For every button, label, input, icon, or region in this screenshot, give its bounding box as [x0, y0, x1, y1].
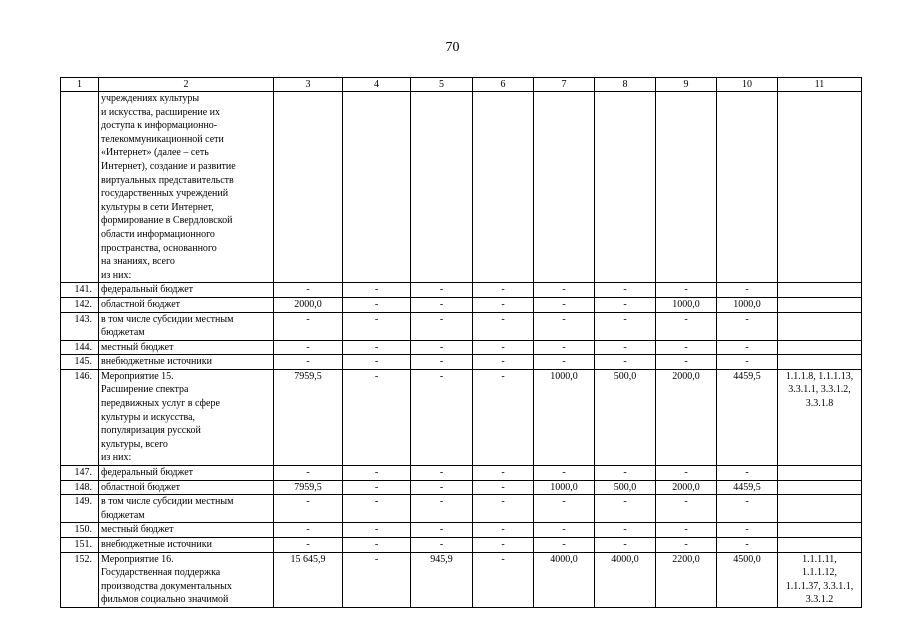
value-cell-c3: - [274, 523, 343, 538]
table-row [61, 480, 862, 495]
value-cell-c7: - [534, 355, 595, 370]
value-cell-c10: - [717, 495, 778, 523]
value-cell-c8: - [595, 283, 656, 298]
value-cell-c4: - [343, 369, 411, 465]
target-refs-cell [778, 495, 862, 523]
table-row [61, 355, 862, 370]
value-cell-c5: - [411, 369, 473, 465]
value-cell-c9: - [656, 312, 717, 340]
value-cell-c6: - [473, 466, 534, 481]
row-name-cell: учреждениях культуры и искусства, расширение их доступа к информационно- телекоммуникационной сети «Интернет» (далее – сеть Интернет), создание и развитие виртуальных представительств государственных учреждений культуры в сети Интернет, формирование в Свердловской области информационного пространства, основанного на знаниях, всего из них: [99, 92, 274, 283]
table-row [61, 523, 862, 538]
row-number-cell: 145. [61, 355, 99, 370]
row-name-cell: внебюджетные источники [99, 355, 274, 370]
table-row [61, 538, 862, 553]
value-cell-c7: - [534, 340, 595, 355]
row-number-cell: 147. [61, 466, 99, 481]
value-cell-c6: - [473, 340, 534, 355]
value-cell-c9: - [656, 495, 717, 523]
value-cell-c7: - [534, 297, 595, 312]
value-cell-c7: - [534, 466, 595, 481]
row-number-cell: 143. [61, 312, 99, 340]
value-cell-c6: - [473, 523, 534, 538]
value-cell-c8: - [595, 297, 656, 312]
row-number-cell: 149. [61, 495, 99, 523]
value-cell-c7: 1000,0 [534, 369, 595, 465]
target-refs-cell [778, 312, 862, 340]
value-cell-c7: - [534, 495, 595, 523]
value-cell-c8: 500,0 [595, 369, 656, 465]
target-refs-cell [778, 538, 862, 553]
budget-table [60, 77, 862, 608]
table-row [61, 283, 862, 298]
column-header: 3 [274, 78, 343, 92]
value-cell-c4: - [343, 312, 411, 340]
column-header: 1 [61, 78, 99, 92]
value-cell-c5: - [411, 538, 473, 553]
value-cell-c5: - [411, 340, 473, 355]
value-cell-c8: - [595, 523, 656, 538]
value-cell-c5: 945,9 [411, 552, 473, 607]
value-cell-c8: 500,0 [595, 480, 656, 495]
value-cell-c9: 2000,0 [656, 480, 717, 495]
row-name-cell: внебюджетные источники [99, 538, 274, 553]
target-refs-cell [778, 523, 862, 538]
table-row [61, 466, 862, 481]
value-cell-c3: - [274, 283, 343, 298]
value-cell-c3: - [274, 312, 343, 340]
column-header: 9 [656, 78, 717, 92]
value-cell-c10: - [717, 466, 778, 481]
value-cell-c7: - [534, 312, 595, 340]
value-cell-c4: - [343, 552, 411, 607]
column-header: 4 [343, 78, 411, 92]
row-name-cell: Мероприятие 15. Расширение спектра передвижных услуг в сфере культуры и искусства, популяризация русской культуры, всего из них: [99, 369, 274, 465]
value-cell-c3: - [274, 355, 343, 370]
value-cell-c7: 4000,0 [534, 552, 595, 607]
column-header: 8 [595, 78, 656, 92]
row-name-cell: в том числе субсидии местным бюджетам [99, 495, 274, 523]
table-row [61, 297, 862, 312]
value-cell-c6: - [473, 495, 534, 523]
value-cell-c9: - [656, 283, 717, 298]
row-name-cell: местный бюджет [99, 523, 274, 538]
value-cell-c6: - [473, 312, 534, 340]
value-cell-c3: 2000,0 [274, 297, 343, 312]
value-cell-c6: - [473, 283, 534, 298]
value-cell-c10: 1000,0 [717, 297, 778, 312]
value-cell-c5: - [411, 297, 473, 312]
value-cell-c4: - [343, 495, 411, 523]
value-cell-c4: - [343, 480, 411, 495]
value-cell-c6: - [473, 480, 534, 495]
value-cell-c10: - [717, 355, 778, 370]
value-cell-c8: - [595, 495, 656, 523]
value-cell-c10: 4500,0 [717, 552, 778, 607]
row-number-cell: 150. [61, 523, 99, 538]
value-cell-c10: - [717, 340, 778, 355]
column-header: 10 [717, 78, 778, 92]
row-number-cell: 148. [61, 480, 99, 495]
row-number-cell: 142. [61, 297, 99, 312]
value-cell-c10: 4459,5 [717, 369, 778, 465]
value-cell-c5: - [411, 283, 473, 298]
value-cell-c7: 1000,0 [534, 480, 595, 495]
value-cell-c6 [473, 92, 534, 283]
value-cell-c3: 7959,5 [274, 480, 343, 495]
value-cell-c3 [274, 92, 343, 283]
value-cell-c7 [534, 92, 595, 283]
value-cell-c10: - [717, 523, 778, 538]
value-cell-c9: - [656, 538, 717, 553]
table-row [61, 552, 862, 607]
value-cell-c9: - [656, 355, 717, 370]
value-cell-c10: - [717, 312, 778, 340]
value-cell-c5: - [411, 355, 473, 370]
target-refs-cell [778, 340, 862, 355]
value-cell-c6: - [473, 355, 534, 370]
page-number: 70 [445, 40, 460, 55]
value-cell-c8 [595, 92, 656, 283]
value-cell-c5: - [411, 480, 473, 495]
value-cell-c10: - [717, 538, 778, 553]
value-cell-c8: - [595, 355, 656, 370]
column-header: 7 [534, 78, 595, 92]
column-header: 6 [473, 78, 534, 92]
row-name-cell: Мероприятие 16. Государственная поддержка производства документальных фильмов социально значимой [99, 552, 274, 607]
row-name-cell: областной бюджет [99, 480, 274, 495]
row-number-cell: 151. [61, 538, 99, 553]
value-cell-c9: 1000,0 [656, 297, 717, 312]
value-cell-c3: - [274, 340, 343, 355]
value-cell-c5: - [411, 312, 473, 340]
value-cell-c4: - [343, 283, 411, 298]
column-header: 11 [778, 78, 862, 92]
row-number-cell: 141. [61, 283, 99, 298]
value-cell-c4: - [343, 297, 411, 312]
value-cell-c9: - [656, 523, 717, 538]
value-cell-c6: - [473, 369, 534, 465]
value-cell-c9 [656, 92, 717, 283]
value-cell-c4: - [343, 523, 411, 538]
value-cell-c10: 4459,5 [717, 480, 778, 495]
target-refs-cell [778, 466, 862, 481]
value-cell-c7: - [534, 538, 595, 553]
value-cell-c4: - [343, 466, 411, 481]
value-cell-c9: 2000,0 [656, 369, 717, 465]
row-name-cell: местный бюджет [99, 340, 274, 355]
value-cell-c5: - [411, 495, 473, 523]
column-header: 5 [411, 78, 473, 92]
row-number-cell: 146. [61, 369, 99, 465]
value-cell-c8: 4000,0 [595, 552, 656, 607]
table-row [61, 340, 862, 355]
row-number-cell: 152. [61, 552, 99, 607]
value-cell-c10 [717, 92, 778, 283]
value-cell-c7: - [534, 283, 595, 298]
value-cell-c5: - [411, 523, 473, 538]
target-refs-cell [778, 92, 862, 283]
value-cell-c4: - [343, 538, 411, 553]
row-name-cell: в том числе субсидии местным бюджетам [99, 312, 274, 340]
table-row [61, 92, 862, 283]
column-header: 2 [99, 78, 274, 92]
target-refs-cell [778, 355, 862, 370]
value-cell-c5: - [411, 466, 473, 481]
value-cell-c8: - [595, 466, 656, 481]
row-name-cell: областной бюджет [99, 297, 274, 312]
value-cell-c6: - [473, 552, 534, 607]
target-refs-cell [778, 297, 862, 312]
row-number-cell: 144. [61, 340, 99, 355]
row-name-cell: федеральный бюджет [99, 466, 274, 481]
value-cell-c9: - [656, 340, 717, 355]
target-refs-cell: 1.1.1.11, 1.1.1.12, 1.1.1.37, 3.3.1.1, 3.3.1.2 [778, 552, 862, 607]
value-cell-c4: - [343, 355, 411, 370]
value-cell-c4: - [343, 340, 411, 355]
value-cell-c10: - [717, 283, 778, 298]
value-cell-c9: - [656, 466, 717, 481]
table-row [61, 495, 862, 523]
column-header-row [61, 78, 862, 92]
value-cell-c9: 2200,0 [656, 552, 717, 607]
target-refs-cell [778, 283, 862, 298]
value-cell-c8: - [595, 538, 656, 553]
value-cell-c8: - [595, 340, 656, 355]
value-cell-c7: - [534, 523, 595, 538]
value-cell-c6: - [473, 538, 534, 553]
value-cell-c5 [411, 92, 473, 283]
value-cell-c6: - [473, 297, 534, 312]
row-number-cell [61, 92, 99, 283]
value-cell-c3: - [274, 466, 343, 481]
value-cell-c3: 7959,5 [274, 369, 343, 465]
table-row [61, 369, 862, 465]
value-cell-c3: 15 645,9 [274, 552, 343, 607]
value-cell-c3: - [274, 495, 343, 523]
target-refs-cell: 1.1.1.8, 1.1.1.13, 3.3.1.1, 3.3.1.2, 3.3.1.8 [778, 369, 862, 465]
table-row [61, 312, 862, 340]
value-cell-c4 [343, 92, 411, 283]
value-cell-c3: - [274, 538, 343, 553]
target-refs-cell [778, 480, 862, 495]
row-name-cell: федеральный бюджет [99, 283, 274, 298]
value-cell-c8: - [595, 312, 656, 340]
